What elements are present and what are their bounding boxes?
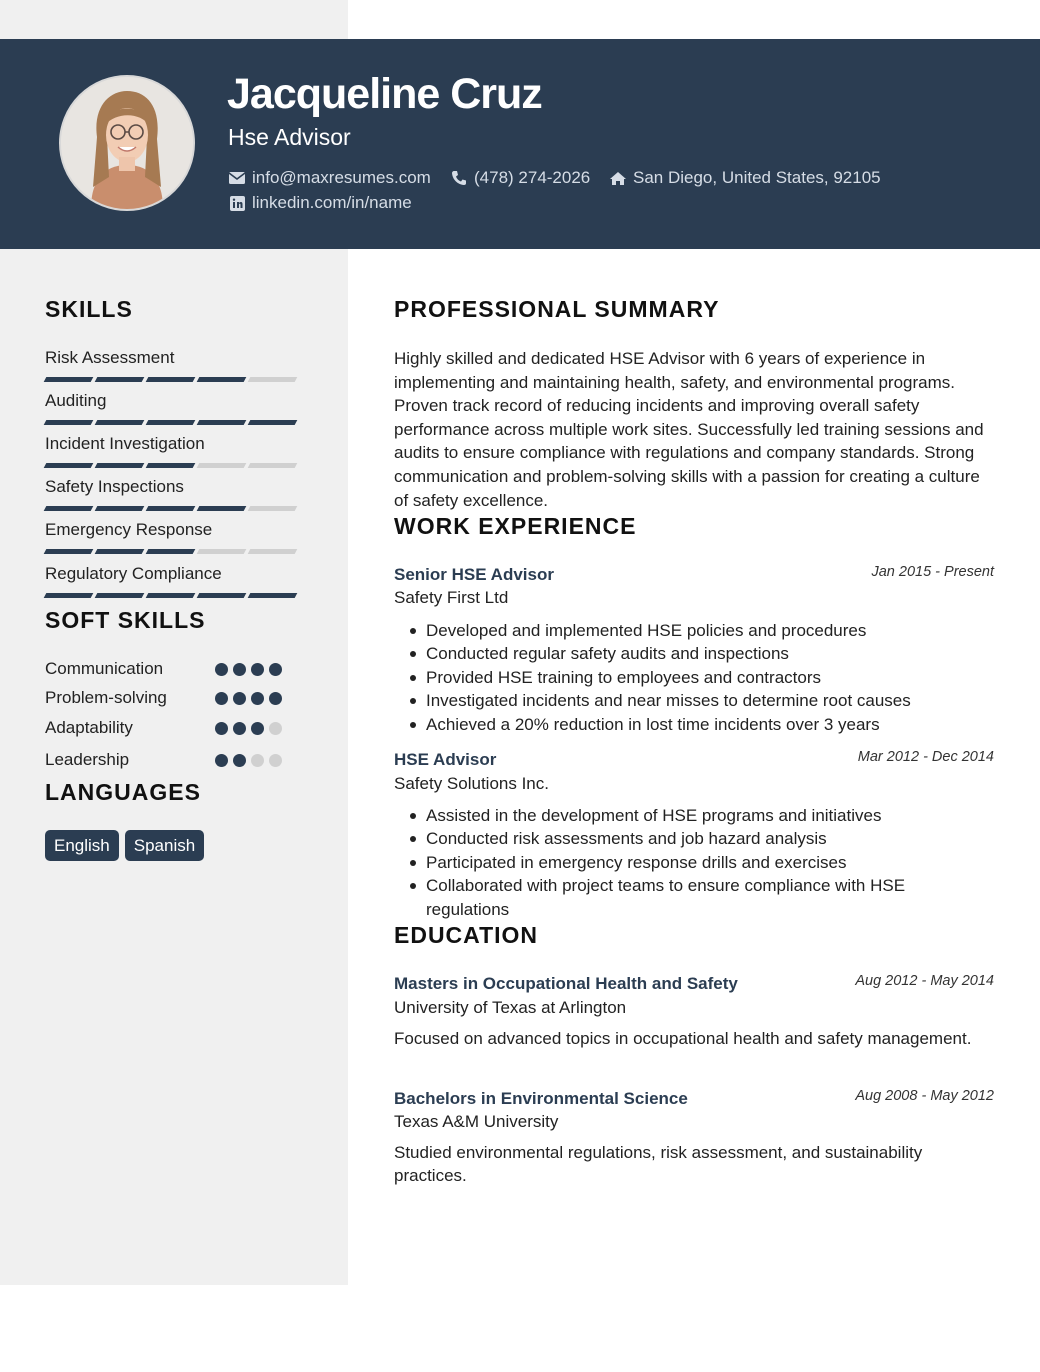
contact-phone[interactable]	[450, 168, 590, 188]
skill-level-segment	[146, 420, 196, 425]
skill-level-segment	[95, 593, 145, 598]
profile-photo	[59, 75, 195, 211]
education-description: Focused on advanced topics in occupational health and safety management.	[394, 1029, 972, 1048]
skill-level-segment	[197, 420, 247, 425]
linkedin-text: linkedin.com/in/name	[252, 193, 412, 212]
skill-level-segment	[197, 549, 247, 554]
phone-icon	[450, 169, 468, 187]
envelope-icon	[228, 169, 246, 187]
candidate-name: Jacqueline Cruz	[227, 70, 542, 118]
skill-name: Regulatory Compliance	[45, 564, 222, 583]
job-title: Senior HSE Advisor	[394, 565, 554, 584]
rating-dot	[215, 754, 228, 767]
job-bullet: Participated in emergency response drills and exercises	[409, 851, 969, 874]
skill-item	[45, 434, 305, 468]
job-dates: Mar 2012 - Dec 2014	[857, 749, 994, 765]
skill-level-bar	[45, 549, 305, 554]
skill-level-segment	[197, 377, 247, 382]
job-bullet: Collaborated with project teams to ensure compliance with HSE regulations	[409, 874, 969, 921]
soft-skill-name: Leadership	[45, 750, 130, 769]
skill-level-segment	[197, 593, 247, 598]
languages-heading: LANGUAGES	[45, 779, 201, 805]
experience-heading: WORK EXPERIENCE	[394, 513, 637, 539]
rating-dot	[251, 692, 264, 705]
email-text: info@maxresumes.com	[252, 168, 431, 187]
job-dates: Jan 2015 - Present	[871, 564, 994, 580]
job-bullets	[409, 804, 969, 921]
soft-skill-rating	[215, 722, 282, 735]
summary-text: Highly skilled and dedicated HSE Advisor with 6 years of experience in implementing and maintaining health, safety, and environmental programs. Proven track record of reducing incidents and improving overall safety performance across multiple work sites. Successfully led training sessions and audits to ensure compliance with regulations and company standards. Strong communication and problem-solving skills with a passion for creating a culture of safety excellence.	[394, 349, 984, 510]
skill-level-segment	[95, 549, 145, 554]
skill-level-segment	[248, 377, 298, 382]
soft-skill-name: Adaptability	[45, 718, 133, 737]
language-badge: Spanish	[125, 830, 204, 861]
skill-level-segment	[248, 593, 298, 598]
contact-address	[609, 168, 881, 188]
skill-level-segment	[146, 377, 196, 382]
education-heading: EDUCATION	[394, 922, 539, 948]
skill-level-segment	[44, 549, 94, 554]
soft-skill-item	[45, 687, 305, 709]
soft-skill-item	[45, 749, 305, 771]
rating-dot	[215, 722, 228, 735]
skill-level-segment	[146, 549, 196, 554]
degree-title: Masters in Occupational Health and Safety	[394, 974, 738, 993]
soft-skill-rating	[215, 663, 282, 676]
education-dates: Aug 2012 - May 2014	[855, 973, 994, 989]
skills-heading: SKILLS	[45, 296, 133, 322]
job-bullets	[409, 619, 969, 736]
soft-skill-name: Communication	[45, 659, 164, 678]
skill-level-segment	[95, 420, 145, 425]
rating-dot	[233, 692, 246, 705]
phone-text: (478) 274-2026	[474, 168, 591, 187]
summary-heading: PROFESSIONAL SUMMARY	[394, 296, 720, 322]
languages-list	[45, 830, 204, 861]
skill-level-segment	[248, 506, 298, 511]
rating-dot	[233, 663, 246, 676]
skill-level-bar	[45, 463, 305, 468]
skill-level-bar	[45, 420, 305, 425]
skill-level-segment	[95, 377, 145, 382]
skill-level-segment	[44, 463, 94, 468]
degree-title: Bachelors in Environmental Science	[394, 1089, 688, 1108]
skill-level-segment	[197, 506, 247, 511]
soft-skill-rating	[215, 754, 282, 767]
school-name: University of Texas at Arlington	[394, 998, 627, 1017]
school-name: Texas A&M University	[394, 1112, 559, 1131]
skill-item	[45, 477, 305, 511]
soft-skill-rating	[215, 692, 282, 705]
skill-level-segment	[44, 593, 94, 598]
rating-dot	[269, 663, 282, 676]
soft-skill-item	[45, 717, 305, 739]
candidate-title: Hse Advisor	[228, 124, 351, 150]
job-bullet: Assisted in the development of HSE programs and initiatives	[409, 804, 969, 827]
linkedin-icon	[228, 194, 246, 212]
job-bullet: Provided HSE training to employees and contractors	[409, 666, 969, 689]
rating-dot	[215, 692, 228, 705]
rating-dot	[269, 692, 282, 705]
skill-level-bar	[45, 377, 305, 382]
skill-name: Incident Investigation	[45, 434, 205, 453]
rating-dot	[233, 754, 246, 767]
rating-dot	[215, 663, 228, 676]
rating-dot	[251, 663, 264, 676]
soft-skill-item	[45, 658, 305, 680]
job-title: HSE Advisor	[394, 750, 497, 769]
education-description: Studied environmental regulations, risk assessment, and sustainability practices.	[394, 1143, 923, 1186]
job-bullet: Conducted risk assessments and job hazard analysis	[409, 827, 969, 850]
skill-level-segment	[44, 377, 94, 382]
job-bullet: Achieved a 20% reduction in lost time incidents over 3 years	[409, 713, 969, 736]
skill-item	[45, 520, 305, 554]
skill-name: Safety Inspections	[45, 477, 184, 496]
skill-level-bar	[45, 593, 305, 598]
skill-name: Emergency Response	[45, 520, 213, 539]
rating-dot	[269, 754, 282, 767]
skill-level-segment	[95, 463, 145, 468]
contact-linkedin[interactable]	[228, 193, 412, 213]
skill-level-segment	[44, 420, 94, 425]
skill-level-segment	[248, 420, 298, 425]
address-text: San Diego, United States, 92105	[633, 168, 881, 187]
job-company: Safety Solutions Inc.	[394, 774, 549, 793]
job-company: Safety First Ltd	[394, 588, 509, 607]
soft-skills-heading: SOFT SKILLS	[45, 607, 206, 633]
skill-item	[45, 391, 305, 425]
job-bullet: Developed and implemented HSE policies and procedures	[409, 619, 969, 642]
job-bullet: Conducted regular safety audits and inspections	[409, 642, 969, 665]
contact-email[interactable]	[228, 168, 431, 188]
skill-level-segment	[146, 506, 196, 511]
skill-level-segment	[44, 506, 94, 511]
skill-name: Auditing	[45, 391, 107, 410]
skill-level-segment	[146, 463, 196, 468]
rating-dot	[269, 722, 282, 735]
language-badge: English	[45, 830, 119, 861]
soft-skill-name: Problem-solving	[45, 688, 167, 707]
skill-level-bar	[45, 506, 305, 511]
education-dates: Aug 2008 - May 2012	[855, 1088, 994, 1104]
skill-level-segment	[146, 593, 196, 598]
rating-dot	[233, 722, 246, 735]
skill-level-segment	[248, 463, 298, 468]
skill-level-segment	[197, 463, 247, 468]
skill-item	[45, 348, 305, 382]
skill-level-segment	[95, 506, 145, 511]
skill-name: Risk Assessment	[45, 348, 175, 367]
skill-item	[45, 564, 305, 598]
skill-level-segment	[248, 549, 298, 554]
rating-dot	[251, 722, 264, 735]
rating-dot	[251, 754, 264, 767]
home-icon	[609, 169, 627, 187]
job-bullet: Investigated incidents and near misses to determine root causes	[409, 689, 969, 712]
